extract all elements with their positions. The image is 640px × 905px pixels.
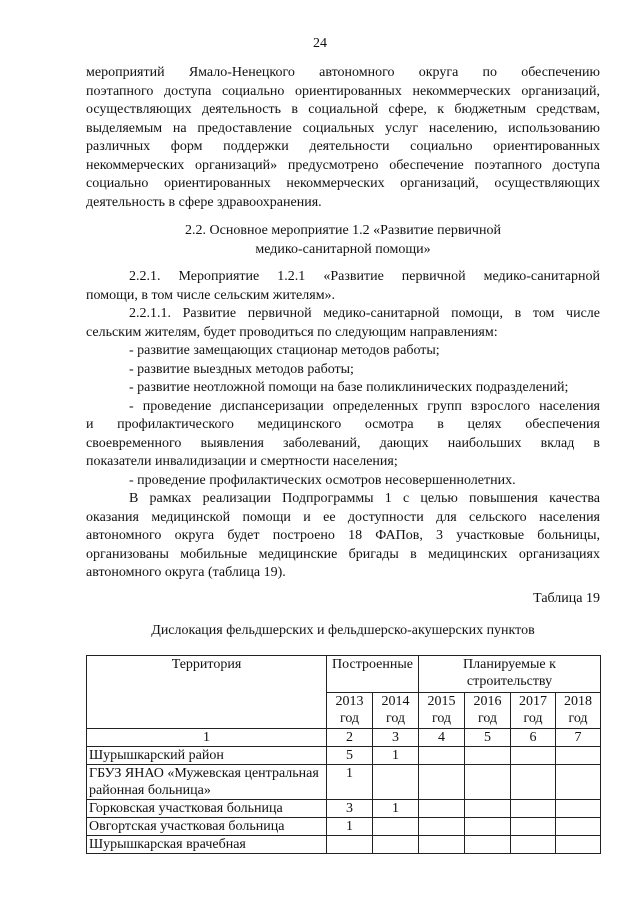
value-cell: [556, 800, 601, 818]
section-heading-line: медико-санитарной помощи»: [255, 241, 431, 257]
body-line: 2.2.1.1. Развитие первичной медико-санитарной помощи, в том числе: [129, 306, 600, 321]
territory-cell: Шурышкарский район: [87, 747, 327, 765]
col-number: 7: [556, 729, 601, 747]
intro-line: выделяемым на предоставление социальных услуг населению, использованию: [86, 120, 600, 136]
header-built: Построенные: [327, 656, 419, 693]
value-cell: [511, 836, 556, 854]
body-line: автономного округа (таблица 19).: [86, 565, 286, 580]
year-cell: 2014 год: [373, 693, 419, 729]
intro-line: некоммерческих организаций» предусмотрено обеспечение поэтапного доступа: [86, 157, 600, 173]
year-cell: 2018 год: [556, 693, 601, 729]
value-cell: [373, 765, 419, 800]
header-planned: Планируемые к строительству: [419, 656, 601, 693]
col-number: 3: [373, 729, 419, 747]
value-cell: [419, 747, 465, 765]
intro-line: поэтапного доступа социально ориентированных некоммерческих организаций,: [86, 83, 600, 99]
body-line: оказания медицинской помощи и ее доступности для сельского населения: [86, 509, 600, 525]
body-line: - проведение профилактических осмотров несовершеннолетних.: [129, 472, 516, 488]
value-cell: [419, 765, 465, 800]
table-title: Дислокация фельдшерских и фельдшерско-акушерских пунктов: [151, 623, 535, 638]
value-cell: [465, 836, 511, 854]
value-cell: [556, 836, 601, 854]
intro-line: деятельность в сфере здравоохранения.: [86, 194, 322, 210]
body-line: - проведение диспансеризации определенных групп взрослого населения: [129, 398, 600, 414]
body-line: сельским жителям, будет проводиться по следующим направлениям:: [86, 324, 498, 340]
intro-line: осуществляющих деятельность в социальной сфере, к бюджетным средствам,: [86, 102, 600, 117]
value-cell: [465, 800, 511, 818]
table-header-row: [87, 656, 601, 693]
territory-cell: Овгортская участковая больница: [87, 818, 327, 836]
value-cell: [511, 800, 556, 818]
intro-line: социально ориентированных некоммерческих организаций, осуществляющих: [86, 176, 600, 191]
value-cell: 5: [327, 747, 373, 765]
body-line: помощи, в том числе сельским жителям».: [86, 287, 336, 303]
intro-line: различных форм поддержки деятельности социально ориентированных: [86, 139, 600, 154]
table-row: [87, 818, 601, 836]
value-cell: [419, 836, 465, 854]
body-line: - развитие замещающих стационар методов работы;: [129, 343, 440, 358]
body-line: своевременного выявления заболеваний, дающих наибольших вклад в: [86, 435, 600, 451]
value-cell: [465, 765, 511, 800]
year-cell: 2013 год: [327, 693, 373, 729]
value-cell: [373, 818, 419, 836]
body-line: В рамках реализации Подпрограммы 1 с целью повышения качества: [129, 491, 600, 506]
col-number: 4: [419, 729, 465, 747]
table-label: Таблица 19: [533, 591, 600, 606]
year-cell: 2016 год: [465, 693, 511, 729]
value-cell: [419, 818, 465, 836]
value-cell: [556, 818, 601, 836]
value-cell: [556, 747, 601, 765]
value-cell: [511, 765, 556, 800]
body-line: - развитие выездных методов работы;: [129, 361, 354, 377]
value-cell: [465, 747, 511, 765]
body-line: 2.2.1. Мероприятие 1.2.1 «Развитие первичной медико-санитарной: [129, 269, 600, 284]
territory-cell: Горковская участковая больница: [87, 800, 327, 818]
table-row: [87, 765, 601, 800]
value-cell: [419, 800, 465, 818]
dislocation-table: [86, 655, 601, 854]
territory-cell: ГБУЗ ЯНАО «Мужевская центральная районная больница»: [87, 765, 327, 800]
body-line: автономного округа будет построено 18 ФАПов, 3 участковые больницы,: [86, 528, 600, 543]
year-cell: 2017 год: [511, 693, 556, 729]
value-cell: [556, 765, 601, 800]
section-heading-line: 2.2. Основное мероприятие 1.2 «Развитие первичной: [185, 223, 501, 238]
intro-line: мероприятий Ямало-Ненецкого автономного округа по обеспечению: [86, 65, 600, 80]
col-number: 6: [511, 729, 556, 747]
value-cell: 1: [327, 818, 373, 836]
territory-cell: Шурышкарская врачебная: [87, 836, 327, 854]
value-cell: 3: [327, 800, 373, 818]
body-line: - развитие неотложной помощи на базе поликлинических подразделений;: [129, 380, 569, 395]
value-cell: [465, 818, 511, 836]
value-cell: [511, 747, 556, 765]
value-cell: 1: [373, 747, 419, 765]
table-row: [87, 836, 601, 854]
table-row: [87, 747, 601, 765]
body-line: организованы мобильные медицинские бригады в медицинских организациях: [86, 546, 600, 562]
col-number: 1: [87, 729, 327, 747]
header-territory: Территория: [87, 656, 327, 729]
value-cell: 1: [373, 800, 419, 818]
value-cell: 1: [327, 765, 373, 800]
col-number: 2: [327, 729, 373, 747]
page-number: 24: [313, 36, 327, 51]
col-number: 5: [465, 729, 511, 747]
value-cell: [327, 836, 373, 854]
body-line: и профилактического медицинского осмотра в целях обеспечения: [86, 417, 600, 432]
year-cell: 2015 год: [419, 693, 465, 729]
value-cell: [373, 836, 419, 854]
value-cell: [511, 818, 556, 836]
table-row: [87, 800, 601, 818]
table-numbers-row: [87, 729, 601, 747]
section-heading: [86, 222, 600, 259]
body-line: показатели инвалидизации и смертности населения;: [86, 454, 398, 469]
